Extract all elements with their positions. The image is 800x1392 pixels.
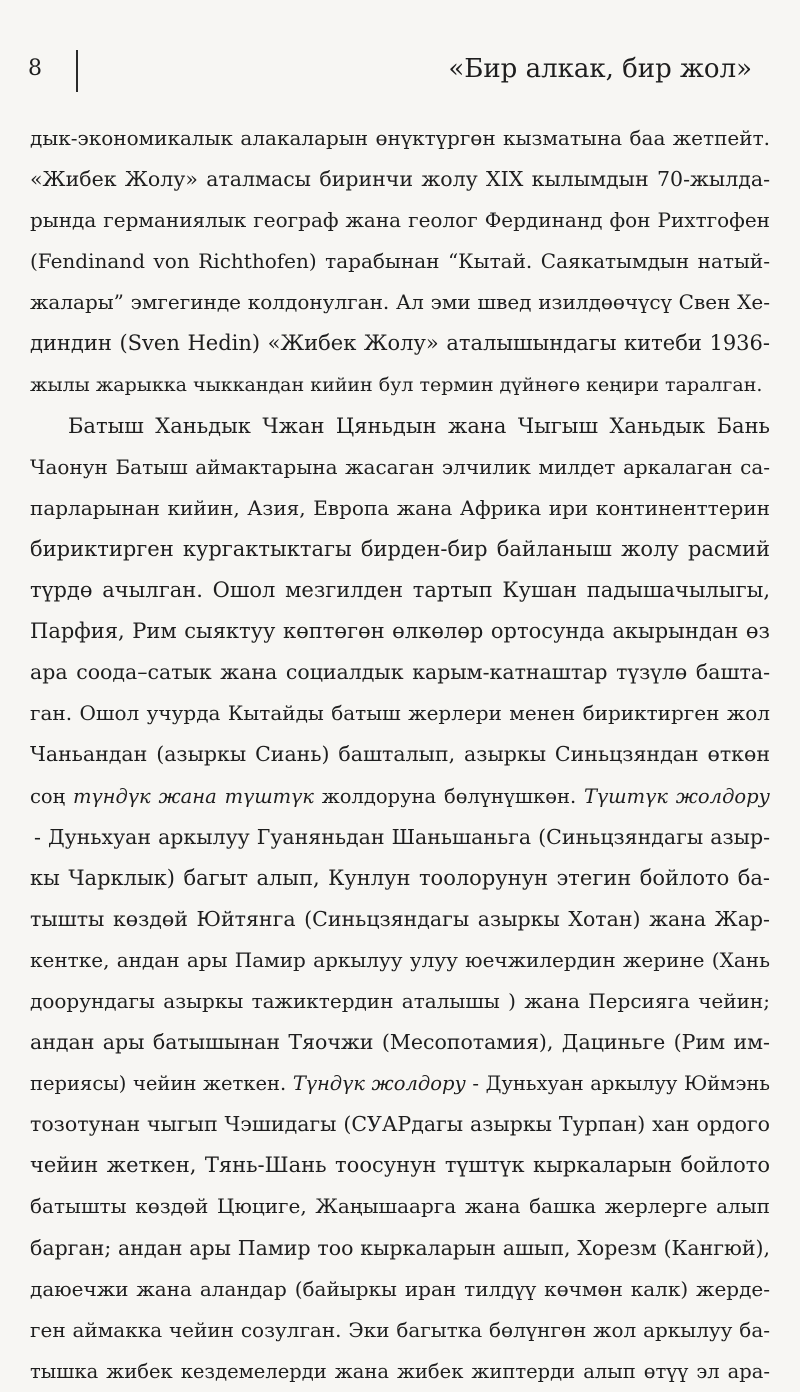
text-line: даюечжи жана аландар (байыркы иран тилдүү көчмөн калк) жерде- xyxy=(30,1276,770,1301)
text-line: кы Чарклык) багыт алып, Кунлун тоолорунун этегин бойлото ба- xyxy=(30,865,770,890)
text-line: рында германиялык географ жана геолог Фердинанд фон Рихтгофен xyxy=(30,208,770,233)
running-title: «Бир алкак, бир жол» xyxy=(448,54,752,84)
text-line: соң түндүк жана түштүк жолдоруна бөлүнүшкөн. Түштүк жолдору xyxy=(30,784,770,808)
text-line: Чаонун Батыш аймактарына жасаган элчилик милдет аркалаган са- xyxy=(30,454,770,479)
text-line: Чаньандан (азыркы Сиань) башталып, азыркы Синьцзяндан өткөн xyxy=(30,742,770,767)
italic-term: Түштүк жолдору xyxy=(584,784,770,808)
paragraph-first-line: Батыш Ханьдык Чжан Цяньдын жана Чыгыш Ханьдык Бань xyxy=(68,413,770,438)
italic-term: түндүк жана түштүк xyxy=(73,784,314,808)
text-line: андан ары батышынан Тяочжи (Месопотамия), Дациньге (Рим им- xyxy=(30,1030,770,1055)
text-line: түрдө ачылган. Ошол мезгилден тартып Кушан падышачылыгы, xyxy=(30,578,770,603)
text-line: кентке, андан ары Памир аркылуу улуу юечжилердин жерине (Хань xyxy=(30,947,770,972)
text-line: тозотунан чыгып Чэшидагы (СУАРдагы азыркы Турпан) хан ордого xyxy=(30,1112,770,1137)
text-line: бириктирген кургактыктагы бирден-бир байланыш жолу расмий xyxy=(30,536,770,561)
text-line: парларынан кийин, Азия, Европа жана Африка ири континенттерин xyxy=(30,495,770,520)
text-line: жалары” эмгегинде колдонулган. Ал эми швед изилдөөчүсү Свен Хе- xyxy=(30,290,770,315)
text-line: ген аймакка чейин созулган. Эки багытка бөлүнгөн жол аркылуу ба- xyxy=(30,1317,770,1342)
text-line: барган; андан ары Памир тоо кыркаларын ашып, Хорезм (Кангюй), xyxy=(30,1235,770,1260)
text-line: дык-экономикалык алакаларын өнүктүргөн кызматына баа жетпейт. xyxy=(30,126,770,150)
text-line: ара соода–сатык жана социалдык карым-катнаштар түзүлө башта- xyxy=(30,660,770,685)
text-line: диндин (Sven Hedin) «Жибек Жолу» аталышындагы китеби 1936- xyxy=(30,331,770,356)
text-line: Парфия, Рим сыяктуу көптөгөн өлкөлөр ортосунда акырындан өз xyxy=(30,619,770,644)
text-line: чейин жеткен, Тянь-Шань тоосунун түштүк кыркаларын бойлото xyxy=(30,1153,770,1178)
text-line: периясы) чейин жеткен. Түндүк жолдору - Дуньхуан аркылуу Юймэнь xyxy=(30,1072,770,1096)
header-divider xyxy=(76,50,78,92)
body-text xyxy=(30,118,770,1392)
text-line: доорундагы азыркы тажиктердин аталышы ) жана Персияга чейин; xyxy=(30,988,770,1013)
page-number: 8 xyxy=(28,56,42,81)
text-line: - Дуньхуан аркылуу Гуаняньдан Шаньшаньга (Синьцзяндагы азыр- xyxy=(34,824,770,849)
text-line: тышка жибек кездемелерди жана жибек жиптерди алып өтүү эл ара- xyxy=(30,1359,770,1383)
text-line: «Жибек Жолу» аталмасы биринчи жолу XIX кылымдын 70-жылда- xyxy=(30,167,770,192)
text-line: жылы жарыкка чыккандан кийин бул термин дүйнөгө кеңири таралган. xyxy=(30,373,763,396)
text-line: ган. Ошол учурда Кытайды батыш жерлери менен бириктирген жол xyxy=(30,701,770,726)
italic-term: Түндүк жолдору xyxy=(292,1072,466,1096)
text-line: тышты көздөй Юйтянга (Синьцзяндагы азыркы Хотан) жана Жар- xyxy=(30,906,770,931)
text-line: батышты көздөй Цюциге, Жаңышаарга жана башка жерлерге алып xyxy=(30,1194,770,1219)
text-line: (Fendinand von Richthofen) тарабынан “Кытай. Саякатымдын натый- xyxy=(30,249,770,274)
